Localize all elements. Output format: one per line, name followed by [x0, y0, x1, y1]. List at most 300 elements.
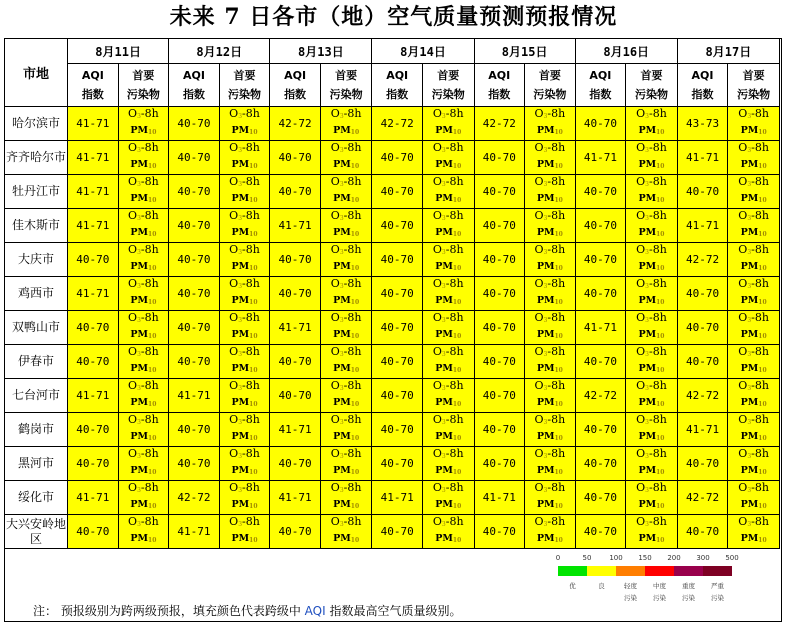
pollutant-o3-sub: 3 [339, 351, 344, 358]
aqi-range-cell: 43-73 [677, 107, 727, 141]
pollutant-pm10 [525, 498, 575, 514]
pollutant-o3-8h [321, 277, 372, 294]
legend-ticks [552, 554, 742, 564]
pollutant-pm-main: PM [231, 193, 250, 204]
pollutant-o3-main: O [128, 481, 138, 494]
pollutant-o3-tail: -8h [751, 379, 769, 392]
pollutant-o3-sub: 3 [645, 215, 649, 222]
aqi-range-cell: 40-70 [372, 447, 422, 481]
primary-pollutant-cell [320, 481, 372, 515]
pollutant-pm-main: PM [130, 397, 149, 408]
pollutant-o3-8h [626, 515, 677, 532]
pollutant-o3-tail: -8h [343, 107, 362, 120]
pollutant-pm-sub: 10 [452, 231, 462, 238]
pollutant-o3-main: O [330, 175, 340, 188]
primary-pollutant-cell [320, 107, 372, 141]
pollutant-o3-main: O [432, 243, 442, 256]
pollutant-o3-8h [525, 277, 575, 294]
pollutant-o3-tail: -8h [242, 175, 260, 188]
pollutant-pm-main: PM [435, 125, 453, 136]
pollutant-o3-tail: -8h [751, 175, 769, 188]
pollutant-pm-main: PM [333, 159, 351, 170]
primary-pollutant-cell [525, 413, 576, 447]
pollutant-o3-sub: 3 [645, 317, 649, 324]
pollutant-pm-sub: 10 [452, 367, 462, 374]
pollutant-o3-main: O [229, 311, 239, 324]
pollutant-o3-8h [525, 311, 575, 328]
pollutant-o3-sub: 3 [645, 521, 649, 528]
pollutant-o3-tail: -8h [547, 447, 566, 460]
pollutant-o3-tail: -8h [751, 481, 769, 494]
legend-level-label-line2: 污染 [711, 594, 724, 602]
pollutant-pm-sub: 10 [656, 231, 665, 238]
pollutant-o3-main: O [330, 447, 340, 460]
primary-pollutant-cell [219, 311, 270, 345]
pollutant-o3-8h [728, 379, 779, 396]
pollutant-pm10 [321, 260, 372, 276]
date-header: 8月16日 [575, 39, 677, 64]
date-header: 8月13日 [270, 39, 372, 64]
pollutant-pm10 [119, 464, 169, 480]
aqi-range-cell: 40-70 [372, 413, 422, 447]
pollutant-pm-sub: 10 [554, 197, 563, 204]
primary-pollutant-cell [422, 107, 474, 141]
primary-pollutant-cell [320, 141, 372, 175]
aqi-range-cell: 40-70 [575, 345, 625, 379]
pollutant-pm-main: PM [435, 329, 453, 340]
pollutant-pm-sub: 10 [350, 299, 360, 306]
pollutant-o3-8h [119, 447, 169, 464]
pollutant-pm-sub: 10 [452, 265, 462, 272]
aqi-range-cell: 40-70 [677, 277, 727, 311]
pollutant-pm-sub: 10 [452, 537, 462, 544]
pollutant-o3-main: O [229, 209, 239, 222]
pollutant-o3-main: O [738, 413, 748, 426]
pollutant-o3-tail: -8h [547, 345, 566, 358]
pollutant-o3-sub: 3 [238, 453, 243, 460]
pollutant-subheader-line1: 首要 [538, 69, 561, 82]
pollutant-o3-main: O [738, 107, 748, 120]
legend-tick: 150 [638, 554, 652, 562]
legend-level-label-line1: 中度 [653, 582, 666, 590]
primary-pollutant-cell [422, 243, 474, 277]
pollutant-pm-main: PM [333, 465, 351, 476]
pollutant-o3-sub: 3 [137, 521, 141, 528]
pollutant-o3-8h [220, 175, 270, 192]
pollutant-pm-main: PM [333, 295, 351, 306]
pollutant-pm10 [321, 362, 372, 378]
pollutant-o3-8h [525, 447, 575, 464]
aqi-range-cell: 40-70 [270, 447, 320, 481]
table-row [5, 209, 780, 243]
pollutant-o3-sub: 3 [747, 385, 752, 392]
pollutant-o3-8h [423, 345, 474, 362]
legend-color-swatch [703, 566, 732, 576]
aqi-range-cell: 40-70 [474, 141, 524, 175]
pollutant-pm-sub: 10 [656, 129, 665, 136]
primary-pollutant-cell [525, 379, 576, 413]
pollutant-o3-8h [220, 481, 270, 498]
pollutant-pm-main: PM [638, 329, 657, 340]
pollutant-pm-sub: 10 [350, 401, 360, 408]
pollutant-o3-tail: -8h [648, 447, 667, 460]
pollutant-o3-sub: 3 [441, 521, 446, 528]
pollutant-o3-8h [525, 175, 575, 192]
pollutant-o3-main: O [636, 379, 646, 392]
aqi-range-cell: 40-70 [169, 175, 219, 209]
pollutant-pm-sub: 10 [148, 265, 157, 272]
pollutant-o3-main: O [229, 515, 239, 528]
pollutant-pm-sub: 10 [249, 401, 258, 408]
pollutant-o3-8h [728, 141, 779, 158]
pollutant-pm-sub: 10 [656, 367, 665, 374]
pollutant-pm-sub: 10 [249, 333, 258, 340]
header-row-subcolumns [5, 64, 780, 107]
legend-level-label-line1: 重度 [682, 582, 695, 590]
aqi-range-cell: 40-70 [677, 447, 727, 481]
pollutant-pm10 [728, 260, 779, 276]
pollutant-pm-main: PM [130, 329, 149, 340]
pollutant-pm-sub: 10 [148, 333, 157, 340]
pollutant-pm-main: PM [435, 397, 453, 408]
pollutant-pm-main: PM [536, 397, 555, 408]
aqi-range-cell: 40-70 [68, 413, 118, 447]
pollutant-o3-tail: -8h [242, 379, 260, 392]
pollutant-o3-main: O [330, 107, 340, 120]
pollutant-pm10 [119, 430, 169, 446]
primary-pollutant-cell [320, 345, 372, 379]
primary-pollutant-cell [525, 277, 576, 311]
pollutant-o3-8h [525, 209, 575, 226]
pollutant-o3-sub: 3 [747, 317, 752, 324]
pollutant-pm10 [423, 532, 474, 548]
pollutant-subheader-line2: 污染物 [533, 88, 567, 101]
pollutant-o3-sub: 3 [645, 249, 649, 256]
footnote-aqi: AQI [304, 604, 326, 618]
aqi-range-cell: 40-70 [270, 243, 320, 277]
pollutant-o3-8h [119, 141, 169, 158]
aqi-range-cell: 40-70 [575, 447, 625, 481]
pollutant-pm-main: PM [130, 261, 149, 272]
aqi-range-cell: 41-71 [575, 141, 625, 175]
pollutant-o3-sub: 3 [238, 419, 243, 426]
pollutant-o3-tail: -8h [547, 379, 566, 392]
pollutant-pm-sub: 10 [554, 503, 563, 510]
pollutant-o3-main: O [738, 481, 748, 494]
pollutant-o3-8h [321, 243, 372, 260]
pollutant-pm-main: PM [231, 159, 250, 170]
aqi-range-cell: 40-70 [169, 311, 219, 345]
pollutant-o3-main: O [738, 345, 748, 358]
pollutant-pm-sub: 10 [249, 367, 258, 374]
pollutant-o3-sub: 3 [238, 351, 243, 358]
pollutant-o3-8h [321, 447, 372, 464]
primary-pollutant-cell [728, 175, 780, 209]
primary-pollutant-cell [422, 481, 474, 515]
pollutant-pm-main: PM [638, 533, 657, 544]
pollutant-o3-main: O [534, 379, 544, 392]
aqi-subheader-line1: AQI [284, 69, 307, 82]
pollutant-pm10 [119, 158, 169, 174]
pollutant-o3-sub: 3 [339, 385, 344, 392]
pollutant-o3-sub: 3 [747, 453, 752, 460]
legend-color-bar [558, 566, 732, 576]
pollutant-o3-tail: -8h [140, 141, 159, 154]
primary-pollutant-cell [626, 379, 678, 413]
pollutant-o3-8h [220, 107, 270, 124]
pollutant-o3-tail: -8h [343, 277, 362, 290]
pollutant-o3-8h [220, 277, 270, 294]
pollutant-pm-main: PM [231, 431, 250, 442]
primary-pollutant-cell [219, 481, 270, 515]
pollutant-o3-tail: -8h [648, 209, 667, 222]
pollutant-pm-sub: 10 [758, 537, 767, 544]
pollutant-pm-sub: 10 [656, 503, 665, 510]
pollutant-pm-main: PM [333, 193, 351, 204]
pollutant-pm-sub: 10 [452, 401, 462, 408]
pollutant-pm-sub: 10 [350, 163, 360, 170]
pollutant-pm-sub: 10 [452, 197, 462, 204]
pollutant-pm-main: PM [536, 363, 555, 374]
pollutant-o3-tail: -8h [445, 481, 464, 494]
aqi-range-cell: 40-70 [575, 107, 625, 141]
pollutant-o3-main: O [738, 379, 748, 392]
pollutant-o3-8h [321, 209, 372, 226]
pollutant-subheader-line2: 污染物 [737, 88, 771, 101]
pollutant-pm10 [728, 158, 779, 174]
pollutant-pm-sub: 10 [350, 503, 360, 510]
aqi-range-cell: 40-70 [169, 447, 219, 481]
pollutant-o3-main: O [534, 447, 544, 460]
primary-pollutant-cell [422, 413, 474, 447]
pollutant-pm-main: PM [333, 533, 351, 544]
pollutant-o3-sub: 3 [441, 283, 446, 290]
aqi-range-cell: 41-71 [270, 209, 320, 243]
pollutant-pm-sub: 10 [249, 265, 258, 272]
pollutant-pm10 [119, 498, 169, 514]
city-name: 大庆市 [5, 243, 68, 277]
pollutant-pm-main: PM [638, 193, 657, 204]
pollutant-o3-sub: 3 [543, 113, 548, 120]
primary-pollutant-cell [525, 243, 576, 277]
pollutant-o3-main: O [636, 107, 646, 120]
aqi-subheader-line1: AQI [386, 69, 409, 82]
pollutant-pm-sub: 10 [656, 435, 665, 442]
pollutant-o3-main: O [229, 447, 239, 460]
pollutant-pm10 [321, 532, 372, 548]
aqi-range-cell: 40-70 [474, 175, 524, 209]
pollutant-o3-sub: 3 [137, 113, 141, 120]
pollutant-o3-8h [423, 141, 474, 158]
aqi-range-cell: 41-71 [677, 141, 727, 175]
primary-pollutant-cell [626, 447, 678, 481]
primary-pollutant-cell [626, 277, 678, 311]
aqi-subheader [169, 64, 219, 107]
pollutant-o3-main: O [636, 311, 646, 324]
legend-level-label-line1: 严重 [711, 582, 724, 590]
primary-pollutant-cell [728, 379, 780, 413]
pollutant-o3-8h [321, 413, 372, 430]
pollutant-o3-tail: -8h [140, 447, 159, 460]
pollutant-pm-main: PM [536, 261, 555, 272]
primary-pollutant-cell [626, 141, 678, 175]
pollutant-o3-8h [220, 413, 270, 430]
pollutant-pm10 [728, 396, 779, 412]
pollutant-pm10 [423, 294, 474, 310]
pollutant-o3-sub: 3 [543, 317, 548, 324]
pollutant-pm10 [119, 260, 169, 276]
aqi-range-cell: 41-71 [68, 481, 118, 515]
footnote [33, 602, 461, 619]
pollutant-pm-main: PM [130, 227, 149, 238]
pollutant-pm-main: PM [435, 499, 453, 510]
pollutant-pm-main: PM [130, 465, 149, 476]
pollutant-o3-8h [423, 413, 474, 430]
pollutant-o3-sub: 3 [747, 215, 752, 222]
pollutant-pm10 [626, 226, 677, 242]
pollutant-pm-sub: 10 [148, 163, 157, 170]
pollutant-pm10 [220, 294, 270, 310]
pollutant-pm-sub: 10 [148, 197, 157, 204]
pollutant-pm10 [321, 396, 372, 412]
pollutant-o3-main: O [432, 413, 442, 426]
pollutant-o3-sub: 3 [137, 351, 141, 358]
pollutant-o3-sub: 3 [747, 249, 752, 256]
pollutant-pm-sub: 10 [554, 265, 563, 272]
primary-pollutant-cell [626, 175, 678, 209]
pollutant-o3-main: O [534, 243, 544, 256]
pollutant-pm10 [321, 430, 372, 446]
aqi-range-cell: 40-70 [474, 345, 524, 379]
pollutant-o3-tail: -8h [242, 481, 260, 494]
pollutant-pm-sub: 10 [554, 537, 563, 544]
pollutant-pm-sub: 10 [554, 367, 563, 374]
aqi-range-cell: 40-70 [372, 209, 422, 243]
pollutant-o3-sub: 3 [747, 181, 752, 188]
aqi-range-cell: 40-70 [677, 345, 727, 379]
pollutant-o3-8h [728, 277, 779, 294]
pollutant-pm-main: PM [333, 261, 351, 272]
pollutant-o3-sub: 3 [238, 181, 243, 188]
pollutant-o3-tail: -8h [648, 107, 667, 120]
pollutant-pm-main: PM [435, 465, 453, 476]
primary-pollutant-cell [525, 141, 576, 175]
pollutant-o3-sub: 3 [441, 419, 446, 426]
aqi-subheader-line2: 指数 [589, 88, 612, 101]
pollutant-pm-sub: 10 [656, 163, 665, 170]
pollutant-o3-main: O [636, 345, 646, 358]
pollutant-o3-sub: 3 [137, 385, 141, 392]
pollutant-o3-sub: 3 [543, 521, 548, 528]
table-row [5, 175, 780, 209]
primary-pollutant-cell [728, 515, 780, 549]
pollutant-pm-main: PM [740, 431, 759, 442]
pollutant-o3-main: O [330, 515, 340, 528]
pollutant-o3-tail: -8h [648, 413, 667, 426]
pollutant-o3-8h [321, 141, 372, 158]
pollutant-pm10 [525, 430, 575, 446]
pollutant-o3-tail: -8h [343, 515, 362, 528]
legend-level-label-line1: 优 [569, 582, 576, 590]
pollutant-pm-main: PM [130, 363, 149, 374]
pollutant-o3-main: O [330, 243, 340, 256]
pollutant-pm-sub: 10 [452, 299, 462, 306]
legend-tick: 300 [696, 554, 710, 562]
pollutant-o3-tail: -8h [343, 447, 362, 460]
pollutant-o3-tail: -8h [751, 141, 769, 154]
legend-tick: 50 [582, 554, 592, 562]
primary-pollutant-cell [219, 243, 270, 277]
pollutant-o3-sub: 3 [441, 317, 446, 324]
pollutant-pm10 [119, 532, 169, 548]
pollutant-o3-8h [423, 175, 474, 192]
aqi-subheader [270, 64, 320, 107]
aqi-range-cell: 42-72 [677, 481, 727, 515]
aqi-range-cell: 40-70 [372, 141, 422, 175]
aqi-range-cell: 42-72 [169, 481, 219, 515]
aqi-range-cell: 40-70 [575, 243, 625, 277]
pollutant-pm-main: PM [740, 159, 759, 170]
pollutant-pm-sub: 10 [554, 299, 563, 306]
city-name: 鹤岗市 [5, 413, 68, 447]
legend-level-label-line1: 轻度 [624, 582, 637, 590]
primary-pollutant-cell [626, 413, 678, 447]
primary-pollutant-cell [422, 345, 474, 379]
primary-pollutant-cell [320, 243, 372, 277]
pollutant-subheader-line1: 首要 [233, 69, 256, 82]
pollutant-pm-main: PM [740, 465, 759, 476]
aqi-range-cell: 40-70 [169, 209, 219, 243]
pollutant-pm-sub: 10 [350, 265, 360, 272]
aqi-range-cell: 40-70 [68, 243, 118, 277]
pollutant-o3-main: O [738, 141, 748, 154]
pollutant-subheader-line2: 污染物 [228, 88, 261, 101]
pollutant-o3-tail: -8h [547, 209, 566, 222]
pollutant-pm-main: PM [638, 397, 657, 408]
pollutant-pm-main: PM [231, 533, 250, 544]
pollutant-pm10 [423, 328, 474, 344]
primary-pollutant-cell [118, 481, 169, 515]
pollutant-o3-main: O [738, 175, 748, 188]
pollutant-o3-tail: -8h [648, 345, 667, 358]
legend-level-label-line2: 污染 [653, 594, 666, 602]
pollutant-pm-sub: 10 [452, 469, 462, 476]
pollutant-pm-sub: 10 [350, 367, 360, 374]
pollutant-o3-tail: -8h [140, 413, 159, 426]
legend-labels [558, 580, 732, 604]
aqi-range-cell: 41-71 [270, 311, 320, 345]
pollutant-o3-sub: 3 [441, 351, 446, 358]
pollutant-pm-sub: 10 [350, 231, 360, 238]
pollutant-o3-sub: 3 [747, 521, 752, 528]
pollutant-pm-main: PM [231, 397, 250, 408]
city-name: 绥化市 [5, 481, 68, 515]
pollutant-o3-tail: -8h [648, 311, 667, 324]
aqi-range-cell: 40-70 [68, 345, 118, 379]
pollutant-pm10 [220, 362, 270, 378]
pollutant-pm-sub: 10 [656, 265, 665, 272]
aqi-range-cell: 40-70 [575, 413, 625, 447]
pollutant-pm-main: PM [435, 295, 453, 306]
date-header: 8月17日 [677, 39, 779, 64]
aqi-range-cell: 40-70 [474, 413, 524, 447]
primary-pollutant-cell [525, 175, 576, 209]
pollutant-o3-8h [220, 141, 270, 158]
pollutant-o3-8h [626, 141, 677, 158]
pollutant-o3-main: O [330, 141, 340, 154]
pollutant-pm-sub: 10 [452, 503, 462, 510]
pollutant-o3-8h [525, 379, 575, 396]
